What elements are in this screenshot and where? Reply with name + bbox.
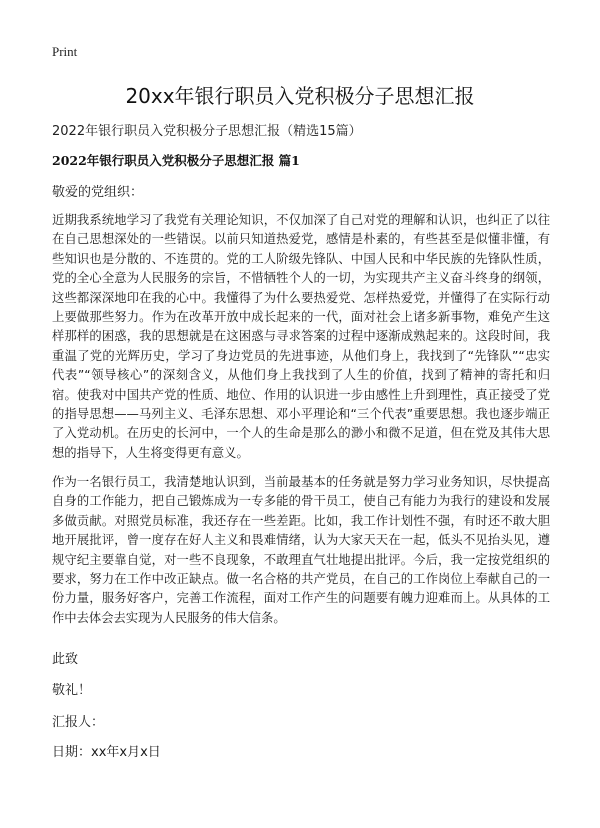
- body-paragraph-1: 近期我系统地学习了我党有关理论知识，不仅加深了自己对党的理解和认识，也纠正了以往在自己思想深处的一些错误。以前只知道热爱党，感情是朴素的，有些甚至是似懂非懂，有些知识也是分散的、不连贯的。党的工人阶级先锋队、中国人民和中华民族的先锋队性质，党的全心全意为人民服务的宗旨，不惜牺牲个人的一切，为实现共产主义奋斗终身的纲领，这些都深深地印在我的心中。我懂得了为什么要热爱党、怎样热爱党，并懂得了在实际行动上要做那些努力。作为在改革开放中成长起来的一代，面对社会上诸多新事物，难免产生这样那样的困惑，我的思想就是在这困惑与寻求答案的过程中逐渐成熟起来的。这段时间，我重温了党的光辉历史，学习了身边党员的先进事迹，从他们身上，我找到了“先锋队”“忠实代表”“领导核心”的深刻含义，从他们身上我找到了人生的价值，找到了精神的寄托和归宿。使我对中国共产党的性质、地位、作用的认识进一步由感性上升到理性，真正接受了党的指导思想——马列主义、毛泽东思想、邓小平理论和“三个代表”重要思想。我也逐步端正了入党动机。在历史的长河中，一个人的生命是那么的渺小和微不足道，但在党及其伟大思想的指导下，人生将变得更有意义。: [52, 213, 550, 460]
- print-link[interactable]: Print: [52, 44, 78, 59]
- salute-line: 敬礼！: [52, 683, 92, 698]
- body-paragraph-2: 作为一名银行员工，我清楚地认识到，当前最基本的任务就是努力学习业务知识，尽快提高自身的工作能力，把自己锻炼成为一专多能的骨干员工，使自己有能力为我行的建设和发展多做贡献。对照党员标准，我还存在一些差距。比如，我工作计划性不强，有时还不敢大胆地开展批评，曾一度存在好人主义和畏难情绪，认为大家天天在一起，低头不见抬头见，遵规守纪主要靠自觉，对一些不良现象，不敢理直气壮地提出批评。今后，我一定按党组织的要求，努力在工作中改正缺点。做一名合格的共产党员，在自己的工作岗位上奉献自己的一份力量，服务好客户，完善工作流程，面对工作产生的问题要有魄力迎难而上。从具体的工作中去体会去实现为人民服务的伟大信条。: [52, 475, 550, 625]
- section-heading: 2022年银行职员入党积极分子思想汇报 篇1: [52, 153, 300, 168]
- date-line: 日期：xx年x月x日: [52, 745, 161, 760]
- closing-line: 此致: [52, 652, 79, 667]
- document-title: 20xx年银行职员入党积极分子思想汇报: [125, 84, 475, 108]
- salutation: 敬爱的党组织：: [52, 185, 144, 200]
- reporter-line: 汇报人：: [52, 715, 105, 730]
- document-subtitle: 2022年银行职员入党积极分子思想汇报（精选15篇）: [52, 124, 362, 139]
